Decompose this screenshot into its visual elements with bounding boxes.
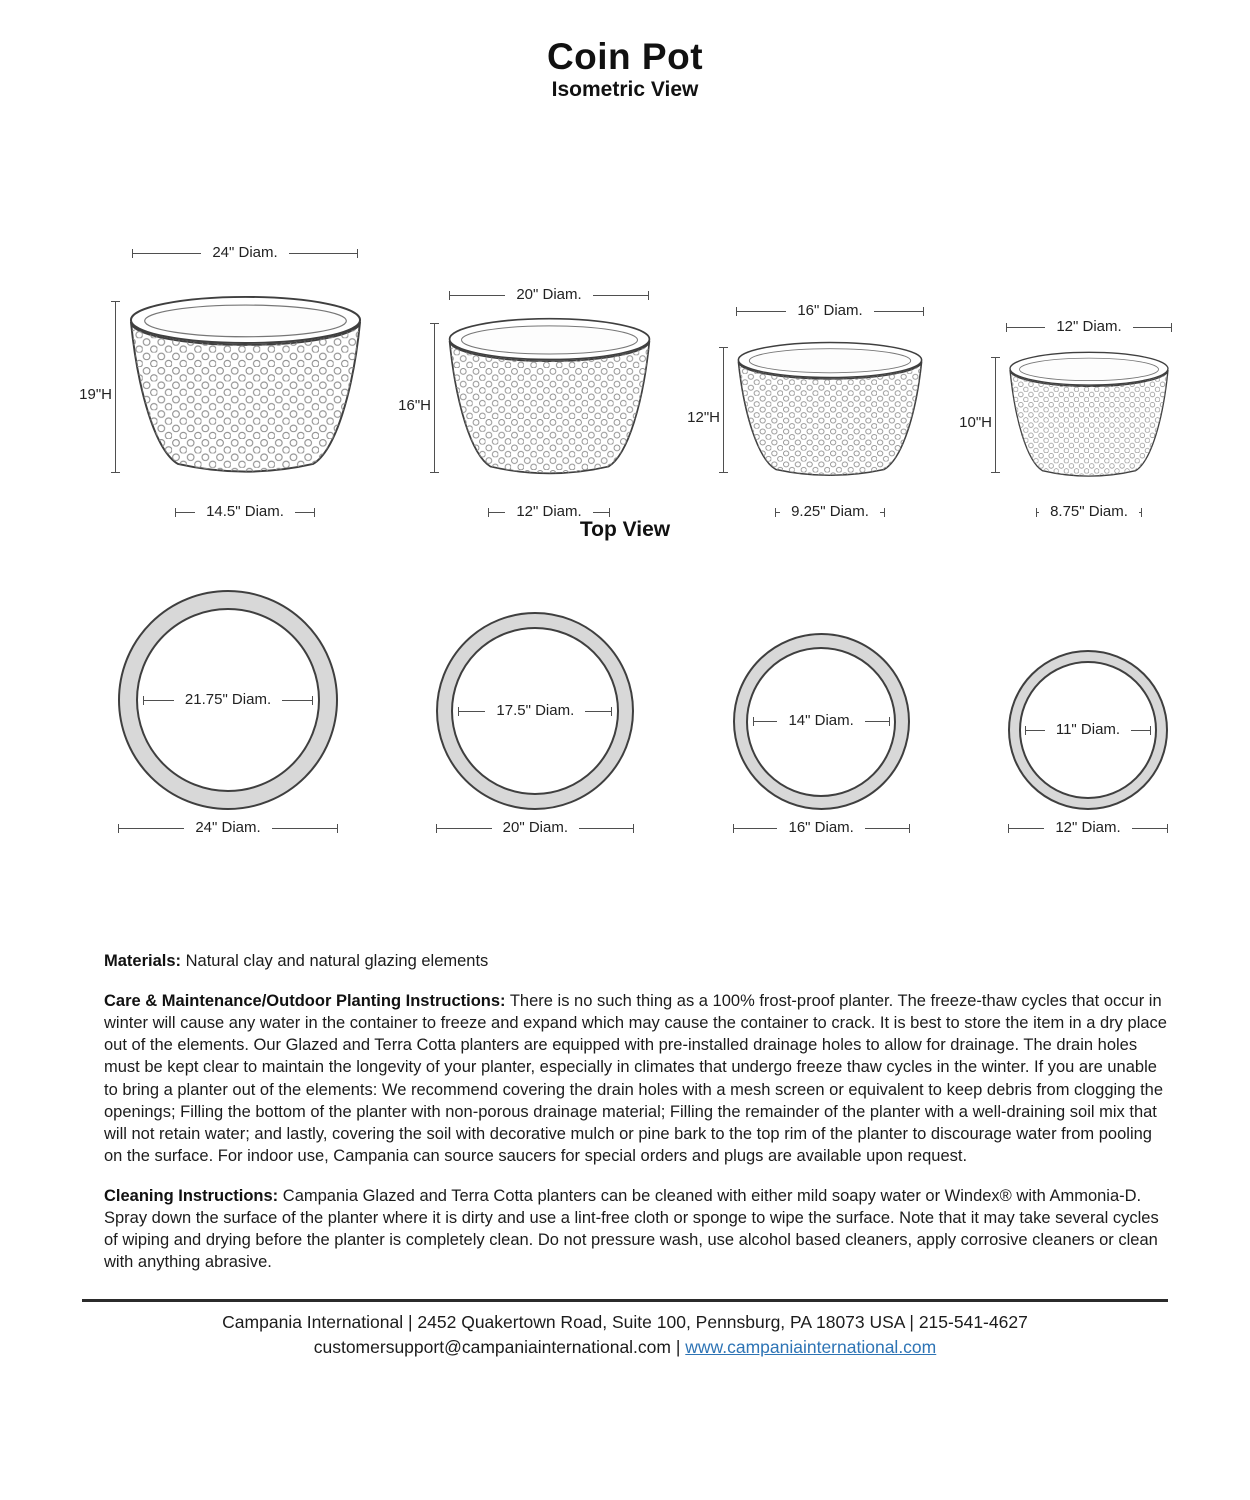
pot-rim-ring: [118, 590, 338, 810]
pot-isometric-drawing: [128, 295, 363, 487]
top-diameter-dimension: [132, 244, 358, 261]
top-view-figure-24in: [118, 590, 338, 834]
footer-separator: |: [675, 1337, 681, 1358]
dim-segment: [1131, 730, 1150, 731]
pot-figure-24in: [70, 244, 363, 520]
height-dimension: [389, 323, 435, 487]
pot-body-row: [950, 351, 1172, 487]
top-diameter-label: 16" Diam.: [797, 302, 863, 319]
top-diameter-label: 24" Diam.: [212, 244, 278, 261]
height-dimension: [70, 301, 116, 487]
cleaning-label: Cleaning Instructions:: [104, 1186, 279, 1205]
care-text: There is no such thing as a 100% frost-proof planter. The freeze-thaw cycles that occur in winter will cause any water in the container to freeze and expand which may cause the container to crack. It is best to store the item in a dry place out of the elements. Our Glazed and Terra Cotta planters are equipped with pre-installed drainage holes to allow for drainage. The drain holes must be kept clear to maintain the longevity of your planter, especially in climates that undergo freeze thaw cycles in the winter. If you are unable to bring a planter out of the elements: We recommend covering the drain holes with a mesh screen or equivalent to keep debris from clogging the openings; Filling the bottom of the planter with non-porous drainage material; Filling the remainder of the planter with a well-draining soil mix that will not retain water; and lastly, covering the soil with decorative mulch or pine bark to the top rim of the planter to discourage water from pooling on the surface. For indoor use, Campania can source saucers for special orders and plugs are available upon request.: [104, 992, 1167, 1165]
outer-diameter-dimension: [118, 819, 338, 836]
inner-diameter-label: 21.75" Diam.: [184, 690, 272, 708]
dim-segment: [489, 512, 505, 513]
bottom-diameter-dimension: [488, 503, 610, 520]
dim-vertical-line: [434, 323, 435, 473]
inner-diameter-dimension: [143, 690, 312, 708]
pot-figure-20in: [389, 286, 652, 520]
height-dimension: [950, 357, 996, 487]
bottom-diameter-dimension: [775, 503, 885, 520]
pot-figure-16in: [678, 302, 924, 520]
outer-diameter-label: 16" Diam.: [788, 819, 854, 836]
pot-isometric-drawing: [447, 317, 652, 487]
footer-line1: [0, 1310, 1250, 1335]
outer-diameter-label: 12" Diam.: [1055, 819, 1121, 836]
dim-segment: [579, 828, 633, 829]
footer-divider: [82, 1299, 1168, 1302]
pot-opening-circle: [1019, 661, 1157, 799]
top-diameter-dimension: [736, 302, 924, 319]
dim-segment: [144, 700, 174, 701]
outer-diameter-label: 20" Diam.: [502, 819, 569, 836]
pot-body-row: [70, 295, 363, 487]
dim-segment: [459, 711, 485, 712]
dim-segment: [737, 311, 786, 312]
materials-paragraph: [104, 950, 1168, 972]
info-text-block: [104, 950, 1168, 1273]
footer-phone: 215-541-4627: [918, 1312, 1028, 1333]
inner-diameter-dimension: [753, 712, 890, 729]
page-title: Coin Pot: [546, 36, 704, 77]
materials-text: Natural clay and natural glazing elements: [185, 952, 489, 970]
dim-segment: [593, 295, 648, 296]
footer-line2: [0, 1335, 1250, 1360]
footer-address: 2452 Quakertown Road, Suite 100, Pennsburg, PA 18073 USA: [417, 1312, 905, 1333]
dim-segment: [437, 828, 491, 829]
inner-diameter-label: 14" Diam.: [788, 712, 854, 729]
inner-diameter-label: 17.5" Diam.: [496, 701, 575, 719]
inner-diameter-label: 11" Diam.: [1055, 720, 1121, 738]
dim-segment: [593, 512, 609, 513]
dim-segment: [282, 700, 312, 701]
dim-segment: [295, 512, 314, 513]
footer-website-link[interactable]: www.campaniainternational.com: [685, 1337, 937, 1358]
dim-segment: [1132, 828, 1167, 829]
isometric-pots-row: [0, 244, 1250, 520]
bottom-diameter-dimension: [1036, 503, 1142, 520]
pot-opening-circle: [136, 608, 320, 792]
dim-segment: [1139, 512, 1141, 513]
footer-separator: |: [909, 1312, 914, 1333]
pot-isometric-drawing: [736, 341, 924, 487]
footer: [0, 1310, 1250, 1360]
pot-body-row: [678, 341, 924, 487]
dim-segment: [176, 512, 195, 513]
dim-vertical-line: [723, 347, 724, 473]
dim-segment: [272, 828, 337, 829]
pot-isometric-drawing: [1008, 351, 1170, 487]
top-view-circles-row: [0, 590, 1250, 834]
dim-vertical-line: [115, 301, 116, 473]
height-label: 19"H: [79, 385, 112, 403]
care-paragraph: [104, 990, 1168, 1167]
bottom-diameter-label: 8.75" Diam.: [1050, 503, 1128, 520]
dim-segment: [1009, 828, 1044, 829]
top-diameter-label: 20" Diam.: [516, 286, 582, 303]
pot-figure-12in: [950, 318, 1172, 520]
dim-segment: [289, 253, 357, 254]
bottom-diameter-dimension: [175, 503, 315, 520]
top-view-figure-16in: [733, 633, 910, 834]
dim-segment: [874, 311, 923, 312]
dim-vertical-line: [995, 357, 996, 473]
pot-rim-ring: [733, 633, 910, 810]
outer-diameter-dimension: [733, 819, 910, 836]
dim-segment: [880, 512, 884, 513]
dim-segment: [585, 711, 611, 712]
bottom-diameter-label: 9.25" Diam.: [791, 503, 869, 520]
materials-label: Materials:: [104, 952, 182, 970]
cleaning-paragraph: [104, 1185, 1168, 1273]
height-label: 12"H: [687, 408, 720, 426]
height-label: 16"H: [398, 396, 431, 414]
footer-email: customersupport@campaniainternational.com: [313, 1337, 671, 1358]
care-label: Care & Maintenance/Outdoor Planting Instructions:: [104, 992, 506, 1011]
top-view-heading: Top View: [579, 518, 671, 541]
cleaning-text: Campania Glazed and Terra Cotta planters can be cleaned with either mild soapy water or Windex® with Ammonia-D. Spray down the surface of the planter where it is dirty and use a lint-free cloth or sponge to wipe the surface. Note that it may take several cycles of wiping and drying before the planter is completely clean. Do not pressure wash, use alcohol based cleaners, apply corrosive cleaners or clean with anything abrasive.: [104, 1186, 1159, 1272]
bottom-diameter-label: 12" Diam.: [516, 503, 582, 520]
dim-segment: [450, 295, 505, 296]
height-label: 10"H: [959, 413, 992, 431]
outer-diameter-label: 24" Diam.: [195, 819, 261, 836]
top-diameter-dimension: [1006, 318, 1172, 335]
isometric-view-heading: Isometric View: [551, 78, 699, 101]
inner-diameter-dimension: [1025, 720, 1151, 738]
footer-company: Campania International: [222, 1312, 404, 1333]
dim-segment: [734, 828, 778, 829]
pot-rim-ring: [436, 612, 634, 810]
outer-diameter-dimension: [436, 819, 634, 836]
dim-segment: [865, 828, 909, 829]
top-view-figure-12in: [1008, 650, 1168, 834]
dim-segment: [1026, 730, 1045, 731]
inner-diameter-dimension: [458, 701, 612, 719]
dim-segment: [133, 253, 201, 254]
footer-separator: |: [408, 1312, 413, 1333]
dim-segment: [865, 721, 889, 722]
outer-diameter-dimension: [1008, 819, 1168, 836]
dim-segment: [1007, 327, 1045, 328]
pot-body-row: [389, 317, 652, 487]
dim-segment: [119, 828, 184, 829]
pot-opening-circle: [451, 627, 619, 795]
top-diameter-dimension: [449, 286, 649, 303]
pot-rim-ring: [1008, 650, 1168, 810]
dim-segment: [754, 721, 778, 722]
top-view-figure-20in: [436, 612, 634, 834]
top-diameter-label: 12" Diam.: [1056, 318, 1122, 335]
height-dimension: [678, 347, 724, 487]
pot-opening-circle: [746, 647, 896, 797]
dim-segment: [1133, 327, 1171, 328]
bottom-diameter-label: 14.5" Diam.: [206, 503, 284, 520]
